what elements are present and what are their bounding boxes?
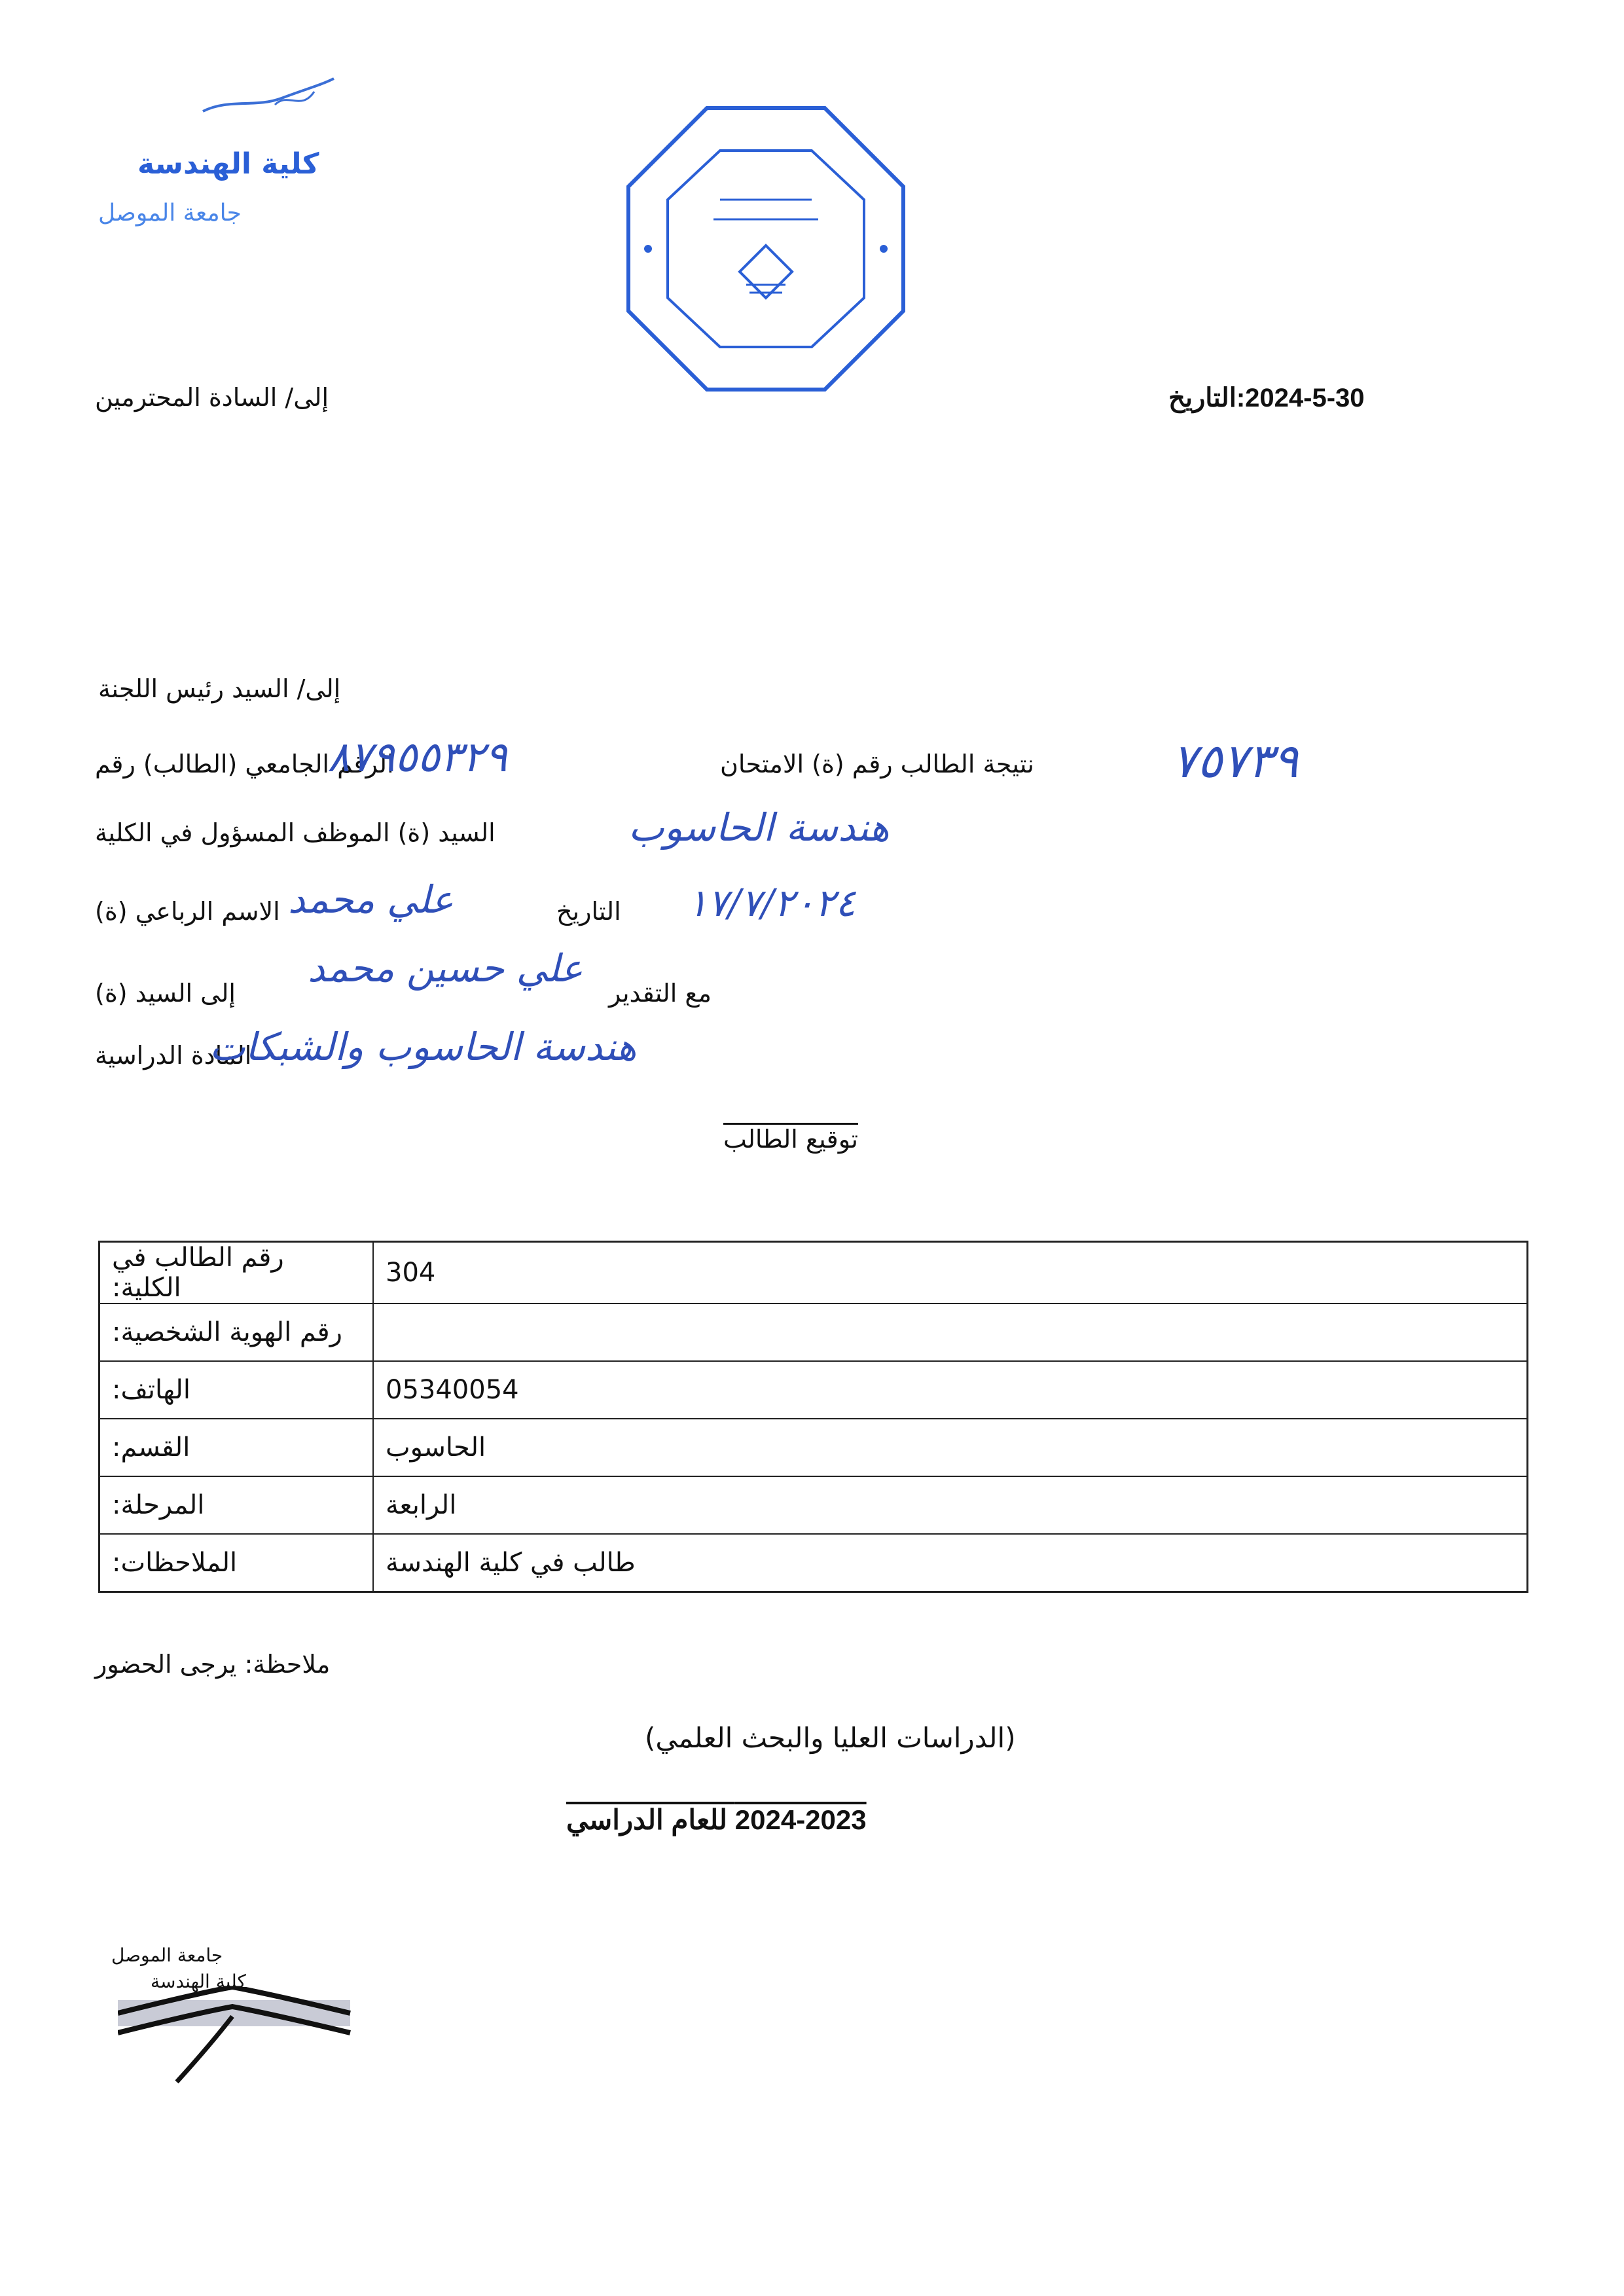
- line1-label: الرقم الجامعي (الطالب) رقم: [95, 750, 394, 778]
- table-cell-label: القسم:: [99, 1419, 374, 1476]
- line5-label: المادة الدراسية: [95, 1041, 252, 1070]
- table-cell-value: 05340054: [373, 1361, 1528, 1419]
- table-cell-label: المرحلة:: [99, 1476, 374, 1534]
- signature-scribble: [196, 72, 340, 124]
- table-row: [99, 1242, 1528, 1304]
- official-seal: [622, 101, 910, 396]
- table-cell-value: الحاسوب: [373, 1419, 1528, 1476]
- table-cell-label: الهاتف:: [99, 1361, 374, 1419]
- table-row: [99, 1476, 1528, 1534]
- org-line-2: جامعة الموصل: [98, 200, 242, 227]
- date-text: 2024-5-30:التاريخ: [1168, 384, 1365, 412]
- university-logo: [118, 1987, 360, 2085]
- table-row: [99, 1419, 1528, 1476]
- line1-value: ٨٧٩٥٥٣٢٩: [327, 733, 507, 782]
- table-cell-value: الرابعة: [373, 1476, 1528, 1534]
- table-cell-value: 304: [373, 1242, 1528, 1304]
- line4-right-label: مع التقدير: [609, 979, 712, 1008]
- table-cell-label: رقم الطالب في الكلية:: [99, 1242, 374, 1304]
- line1-right-label: نتيجة الطالب رقم (ة) الامتحان: [720, 750, 1034, 778]
- table-cell-value: [373, 1303, 1528, 1361]
- to-line: إلى/ السادة المحترمين: [95, 383, 329, 412]
- table-cell-label: رقم الهوية الشخصية:: [99, 1303, 374, 1361]
- line5-value: هندسة الحاسوب والشبكات: [209, 1025, 637, 1069]
- table-row: [99, 1303, 1528, 1361]
- footer-center-line-1: (الدراسات العليا والبحث العلمي): [645, 1722, 1016, 1754]
- intro-line: إلى/ السيد رئيس اللجنة: [98, 674, 341, 703]
- table-cell-label: الملاحظات:: [99, 1534, 374, 1592]
- line4-value: علي حسين محمد: [308, 946, 583, 991]
- info-table: [98, 1241, 1528, 1593]
- line3-right-value: ١٧/٧/٢٠٢٤: [687, 881, 856, 925]
- line3-label: الاسم الرباعي (ة): [95, 897, 280, 926]
- line3-right-label: التاريخ: [556, 897, 621, 926]
- footer-note: ملاحظة: يرجى الحضور: [95, 1650, 331, 1679]
- logo-text-2: كلية الهندسة: [151, 1971, 246, 1992]
- line2-label: السيد (ة) الموظف المسؤول في الكلية: [95, 818, 496, 847]
- line3-value: علي محمد: [288, 877, 454, 922]
- table-cell-value: طالب في كلية الهندسة: [373, 1534, 1528, 1592]
- logo-text-1: جامعة الموصل: [111, 1944, 223, 1966]
- line2-value: هندسة الحاسوب: [628, 805, 890, 850]
- line1-right-value: ٧٥٧٣٩: [1172, 733, 1299, 788]
- line4-label: إلى السيد (ة): [95, 979, 236, 1008]
- table-row: [99, 1361, 1528, 1419]
- footer-center-line-2: 2024-2023 للعام الدراسي: [566, 1804, 867, 1835]
- signature-label: توقيع الطالب: [723, 1125, 858, 1154]
- org-line-1: كلية الهندسة: [137, 147, 319, 181]
- table-row: [99, 1534, 1528, 1592]
